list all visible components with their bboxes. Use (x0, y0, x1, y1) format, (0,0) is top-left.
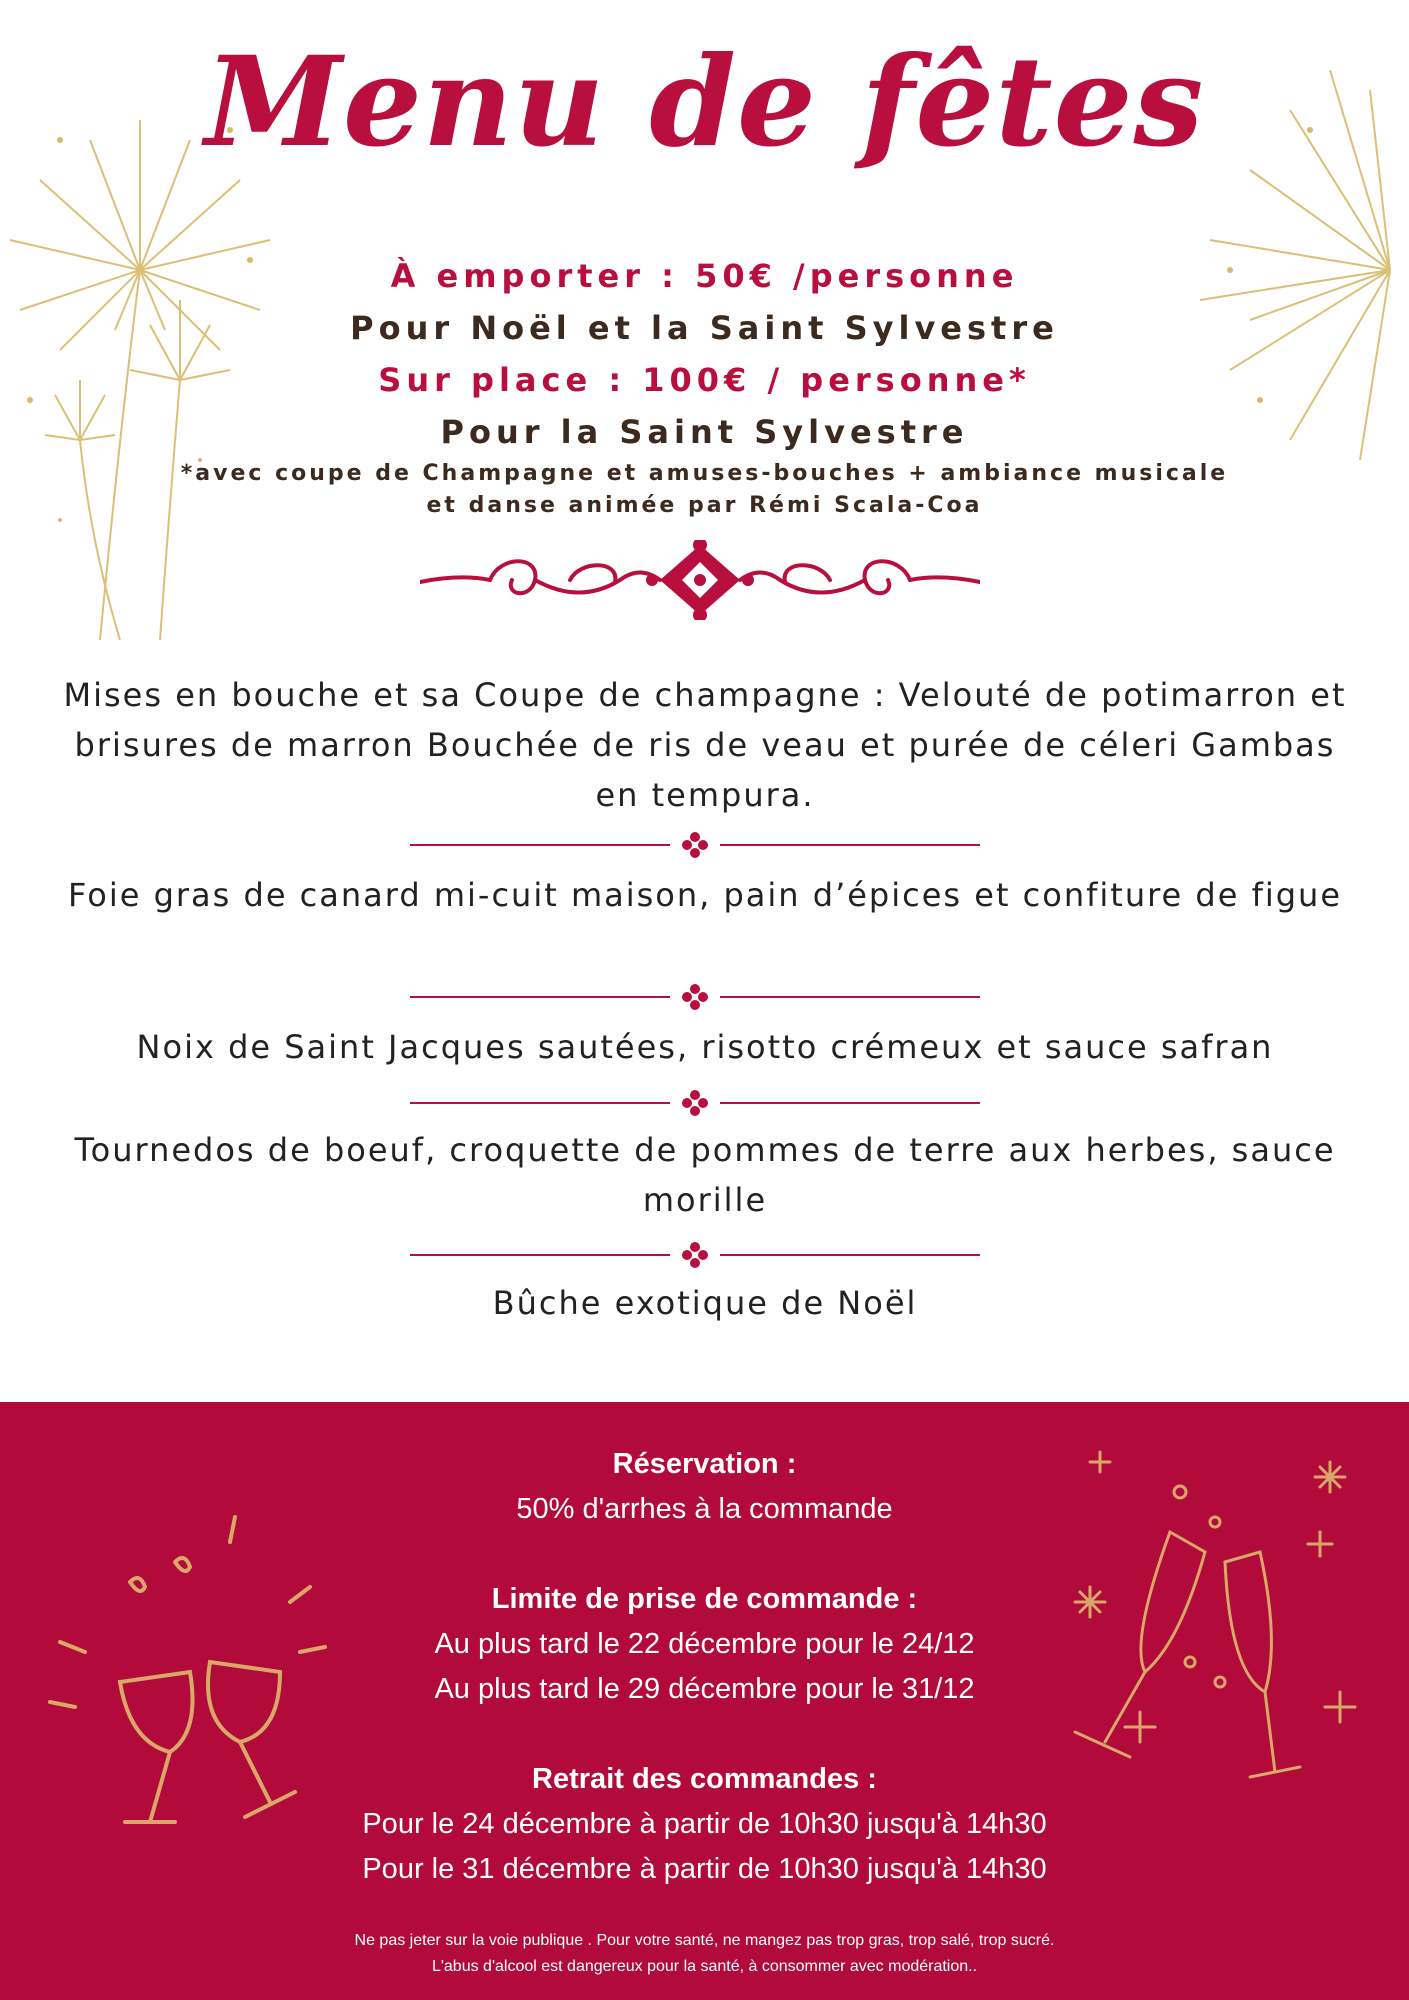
legal-line1: Ne pas jeter sur la voie publique . Pour votre santé, ne mangez pas trop gras, trop salé, trop sucré. (354, 1932, 1055, 1949)
order-limit-line1: Au plus tard le 22 décembre pour le 24/12 (434, 1628, 975, 1660)
takeaway-price: À emporter : 50€ /personne (390, 257, 1019, 295)
footer-info (0, 1442, 1409, 1892)
pickup-heading: Retrait des commandes : (532, 1763, 877, 1795)
flourish-ornament-icon (420, 540, 980, 620)
onsite-note-line1: *avec coupe de Champagne et amuses-bouches + ambiance musicale (180, 461, 1229, 486)
reservation-heading: Réservation : (612, 1448, 797, 1480)
legal-line2: L'abus d'alcool est dangereux pour la santé, à consommer avec modération.. (431, 1958, 978, 1975)
reservation-text: 50% d'arrhes à la commande (516, 1493, 893, 1525)
pricing-info (0, 250, 1409, 522)
course-tournedos: Tournedos de boeuf, croquette de pommes de terre aux herbes, sauce morille (74, 1131, 1336, 1219)
onsite-price: Sur place : 100€ / personne* (378, 361, 1031, 399)
footer-panel (0, 1402, 1409, 2000)
course-saint-jacques: Noix de Saint Jacques sautées, risotto crémeux et sauce safran (136, 1028, 1274, 1066)
course-dessert: Bûche exotique de Noël (492, 1284, 918, 1322)
order-limit-line2: Au plus tard le 29 décembre pour le 31/12 (434, 1673, 975, 1705)
onsite-occasion: Pour la Saint Sylvestre (440, 413, 969, 451)
pickup-line1: Pour le 24 décembre à partir de 10h30 jusqu'à 14h30 (362, 1808, 1047, 1840)
divider-ornament-icon (410, 830, 980, 860)
order-limit-heading: Limite de prise de commande : (491, 1583, 918, 1615)
course-foie-gras: Foie gras de canard mi-cuit maison, pain d’épices et confiture de figue (67, 876, 1343, 914)
pickup-line2: Pour le 31 décembre à partir de 10h30 jusqu'à 14h30 (362, 1853, 1047, 1885)
course-starters: Mises en bouche et sa Coupe de champagne : Velouté de potimarron et brisures de marron Bouchée de ris de veau et purée de céleri Gambas en tempura. (63, 676, 1347, 814)
takeaway-occasion: Pour Noël et la Saint Sylvestre (350, 309, 1059, 347)
onsite-note-line2: et danse animée par Rémi Scala-Coa (426, 493, 983, 518)
divider-ornament-icon (410, 1240, 980, 1270)
legal-notice (0, 1928, 1409, 1980)
divider-ornament-icon (410, 982, 980, 1012)
page-title: Menu de fêtes (204, 30, 1205, 175)
divider-ornament-icon (410, 1088, 980, 1118)
